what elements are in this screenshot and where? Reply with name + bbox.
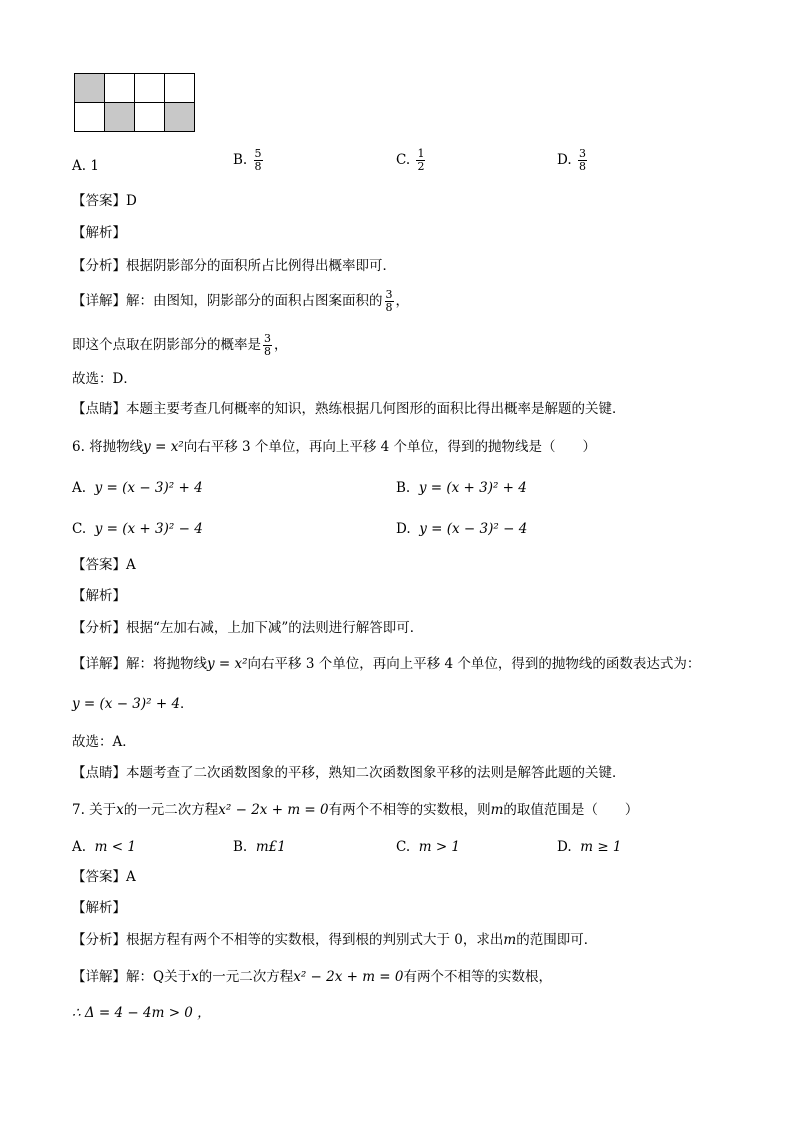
q5-option-b: B. $\frac{5}{8}$ (233, 147, 262, 173)
fraction: $\frac{3}{8}$ (578, 147, 586, 173)
q6-option-a: A. y = (x − 3)² + 4 (72, 480, 203, 496)
q7-option-d: D. m ≥ 1 (557, 839, 622, 855)
q7-stem: 7. 关于x的一元二次方程x² − 2x + m = 0有两个不相等的实数根，则m的取值范围是（ ） (72, 802, 639, 818)
shaded-grid-figure (74, 73, 195, 132)
q5-remark: 【点睛】本题主要考查几何概率的知识，熟练根据几何图形的面积比得出概率是解题的关键． (72, 401, 626, 417)
q6-remark: 【点睛】本题考查了二次函数图象的平移，熟知二次函数图象平移的法则是解答此题的关键． (72, 765, 626, 781)
q6-option-b: B. y = (x + 3)² + 4 (396, 480, 527, 496)
grid-cell (165, 74, 195, 103)
q6-choose: 故选：A． (72, 734, 136, 750)
q5-solution-line2: 即这个点取在阴影部分的概率是 $\frac{3}{8}$ ， (72, 332, 288, 358)
fraction: $\frac{3}{8}$ (385, 288, 393, 314)
q5-option-c: C. $\frac{1}{2}$ (396, 147, 425, 173)
q5-option-d: D. $\frac{3}{8}$ (557, 147, 586, 173)
q6-analysis: 【分析】根据“左加右减，上加下减”的法则进行解答即可． (72, 620, 424, 636)
q5-answer: 【答案】D (72, 193, 137, 209)
q7-option-b: B. m£1 (233, 839, 286, 855)
grid-cell-shaded (165, 103, 195, 132)
q6-answer: 【答案】A (72, 557, 136, 573)
q7-jiexi-heading: 【解析】 (72, 900, 126, 916)
grid-cell-shaded (75, 74, 105, 103)
q6-option-d: D. y = (x − 3)² − 4 (396, 521, 528, 537)
q6-jiexi-heading: 【解析】 (72, 588, 126, 604)
grid-cell (105, 74, 135, 103)
q7-answer: 【答案】A (72, 869, 136, 885)
grid-cell (75, 103, 105, 132)
q5-jiexi-heading: 【解析】 (72, 225, 126, 241)
q5-option-a: A. 1 (72, 158, 99, 174)
q5-choose: 故选：D． (72, 371, 137, 387)
q7-solution: 【详解】解：Q关于x的一元二次方程x² − 2x + m = 0有两个不相等的实数根， (72, 969, 553, 985)
grid-cell-shaded (105, 103, 135, 132)
q7-option-c: C. m > 1 (396, 839, 461, 855)
q6-solution: 【详解】解：将抛物线y = x²向右平移 3 个单位，再向上平移 4 个单位，得到的抛物线的函数表达式为： (72, 656, 701, 672)
q7-analysis: 【分析】根据方程有两个不相等的实数根，得到根的判别式大于 0，求出m的范围即可． (72, 932, 598, 948)
fraction: $\frac{5}{8}$ (254, 147, 262, 173)
fraction: $\frac{1}{2}$ (417, 147, 425, 173)
q5-analysis: 【分析】根据阴影部分的面积所占比例得出概率即可． (72, 258, 396, 274)
q7-delta: ∴ Δ = 4 − 4m > 0 ， (72, 1005, 211, 1021)
q7-option-a: A. m < 1 (72, 839, 136, 855)
q6-result: y = (x − 3)² + 4． (72, 696, 194, 712)
grid-cell (135, 74, 165, 103)
grid-cell (135, 103, 165, 132)
q6-option-c: C. y = (x + 3)² − 4 (72, 521, 203, 537)
fraction: $\frac{3}{8}$ (264, 332, 271, 358)
q5-solution: 【详解】解：由图知，阴影部分的面积占图案面积的 $\frac{3}{8}$ ， (72, 288, 409, 314)
q6-stem: 6. 将抛物线y = x²向右平移 3 个单位，再向上平移 4 个单位，得到的抛物线是（ ） (72, 439, 597, 455)
